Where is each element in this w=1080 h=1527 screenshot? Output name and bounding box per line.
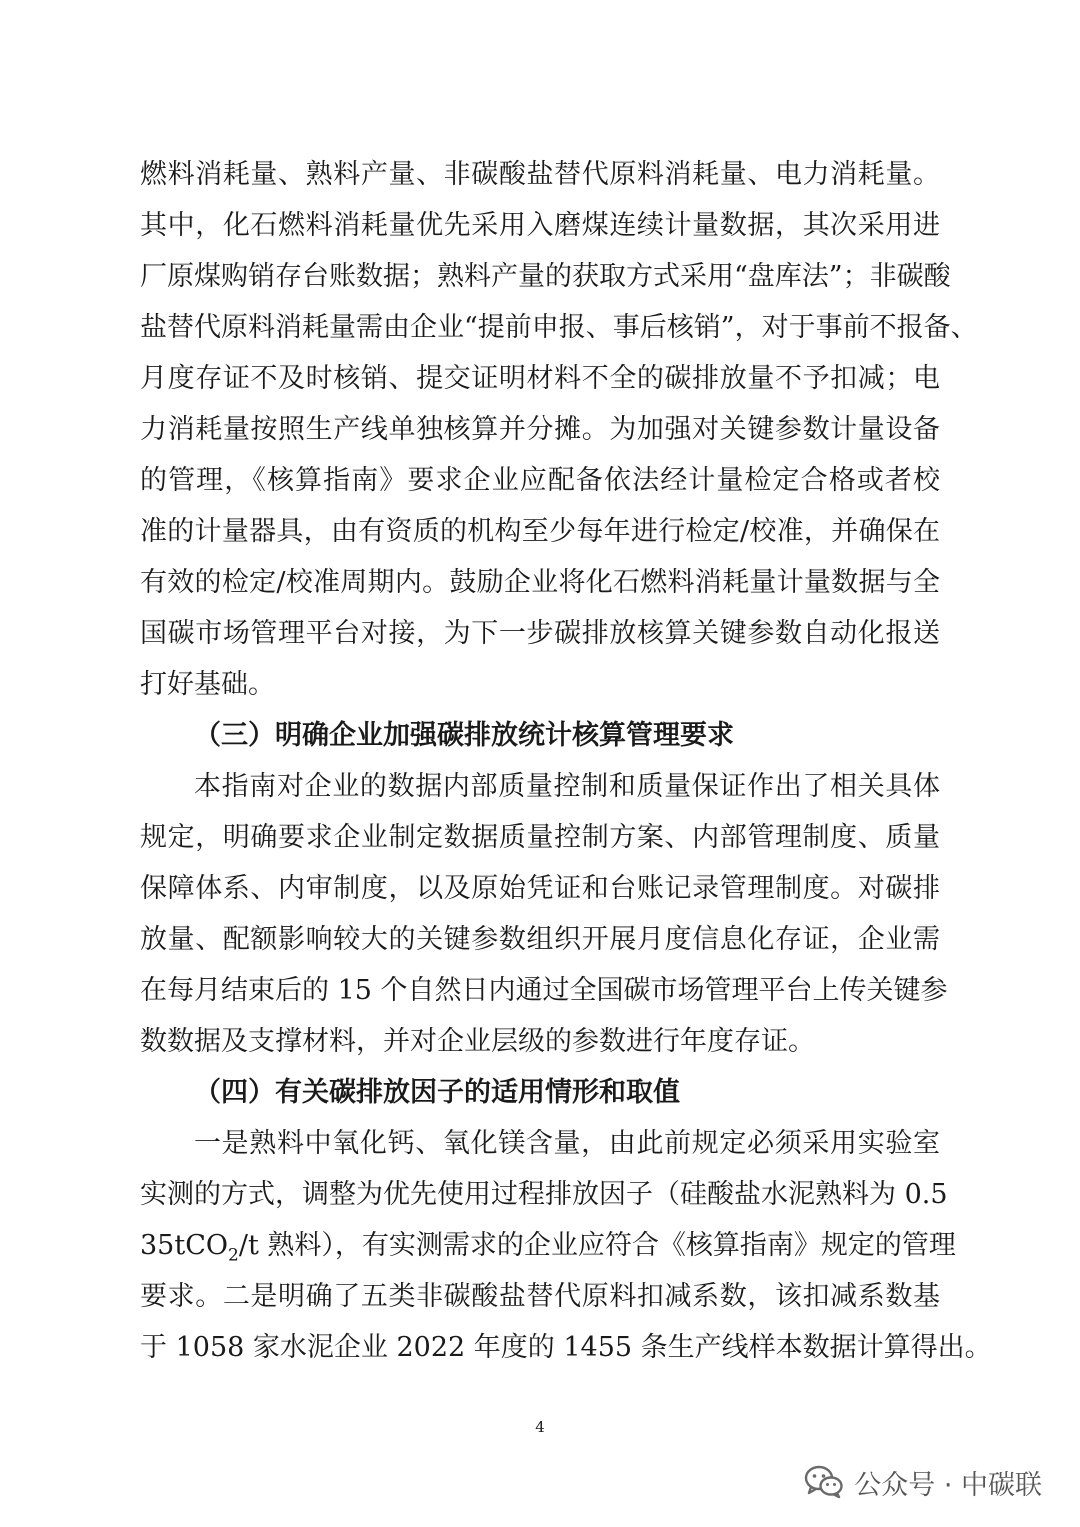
body-line: 数数据及支撑材料，并对企业层级的参数进行年度存证。 bbox=[140, 1026, 815, 1057]
watermark-text: 公众号 · 中碳联 bbox=[854, 1469, 1042, 1501]
body-line: 国碳市场管理平台对接，为下一步碳排放核算关键参数自动化报送 bbox=[140, 618, 940, 649]
body-line: 的管理，《核算指南》要求企业应配备依法经计量检定合格或者校 bbox=[140, 465, 940, 496]
body-line: 实测的方式，调整为优先使用过程排放因子（硅酸盐水泥熟料为 0.5 bbox=[140, 1179, 948, 1210]
watermark bbox=[804, 1462, 1042, 1502]
body-line: 月度存证不及时核销、提交证明材料不全的碳排放量不予扣减；电 bbox=[140, 363, 940, 394]
body-line: 打好基础。 bbox=[140, 669, 275, 700]
co2-prefix: 35tCO bbox=[140, 1230, 229, 1261]
body-line: 在每月结束后的 15 个自然日内通过全国碳市场管理平台上传关键参 bbox=[140, 975, 948, 1006]
body-line: 燃料消耗量、熟料产量、非碳酸盐替代原料消耗量、电力消耗量。 bbox=[140, 159, 940, 190]
body-line: 本指南对企业的数据内部质量控制和质量保证作出了相关具体 bbox=[194, 771, 940, 802]
body-line: 放量、配额影响较大的关键参数组织开展月度信息化存证，企业需 bbox=[140, 924, 940, 955]
body-line: 保障体系、内审制度，以及原始凭证和台账记录管理制度。对碳排 bbox=[140, 873, 940, 904]
body-line: 力消耗量按照生产线单独核算并分摊。为加强对关键参数计量设备 bbox=[140, 414, 940, 445]
body-line: 于 1058 家水泥企业 2022 年度的 1455 条生产线样本数据计算得出。 bbox=[140, 1332, 992, 1363]
body-line: 其中，化石燃料消耗量优先采用入磨煤连续计量数据，其次采用进 bbox=[140, 210, 940, 241]
body-line: 有效的检定/校准周期内。鼓励企业将化石燃料消耗量计量数据与全 bbox=[140, 567, 940, 598]
body-line: 规定，明确要求企业制定数据质量控制方案、内部管理制度、质量 bbox=[140, 822, 940, 853]
co2-subscript: 2 bbox=[228, 1245, 239, 1266]
body-line-formula bbox=[140, 1229, 956, 1266]
section-heading-3: （三）明确企业加强碳排放统计核算管理要求 bbox=[194, 720, 734, 751]
body-line: 盐替代原料消耗量需由企业“提前申报、事后核销”，对于事前不报备、 bbox=[140, 312, 978, 343]
body-line: 厂原煤购销存台账数据；熟料产量的获取方式采用“盘库法”；非碳酸 bbox=[140, 261, 951, 292]
co2-suffix: /t 熟料），有实测需求的企业应符合《核算指南》规定的管理 bbox=[238, 1230, 956, 1261]
body-line: 准的计量器具，由有资质的机构至少每年进行检定/校准，并确保在 bbox=[140, 516, 940, 547]
wechat-icon bbox=[804, 1465, 844, 1499]
body-line: 要求。二是明确了五类非碳酸盐替代原料扣减系数，该扣减系数基 bbox=[140, 1281, 940, 1312]
page-number: 4 bbox=[535, 1418, 545, 1436]
body-line: 一是熟料中氧化钙、氧化镁含量，由此前规定必须采用实验室 bbox=[194, 1128, 940, 1159]
section-heading-4: （四）有关碳排放因子的适用情形和取值 bbox=[194, 1077, 680, 1108]
